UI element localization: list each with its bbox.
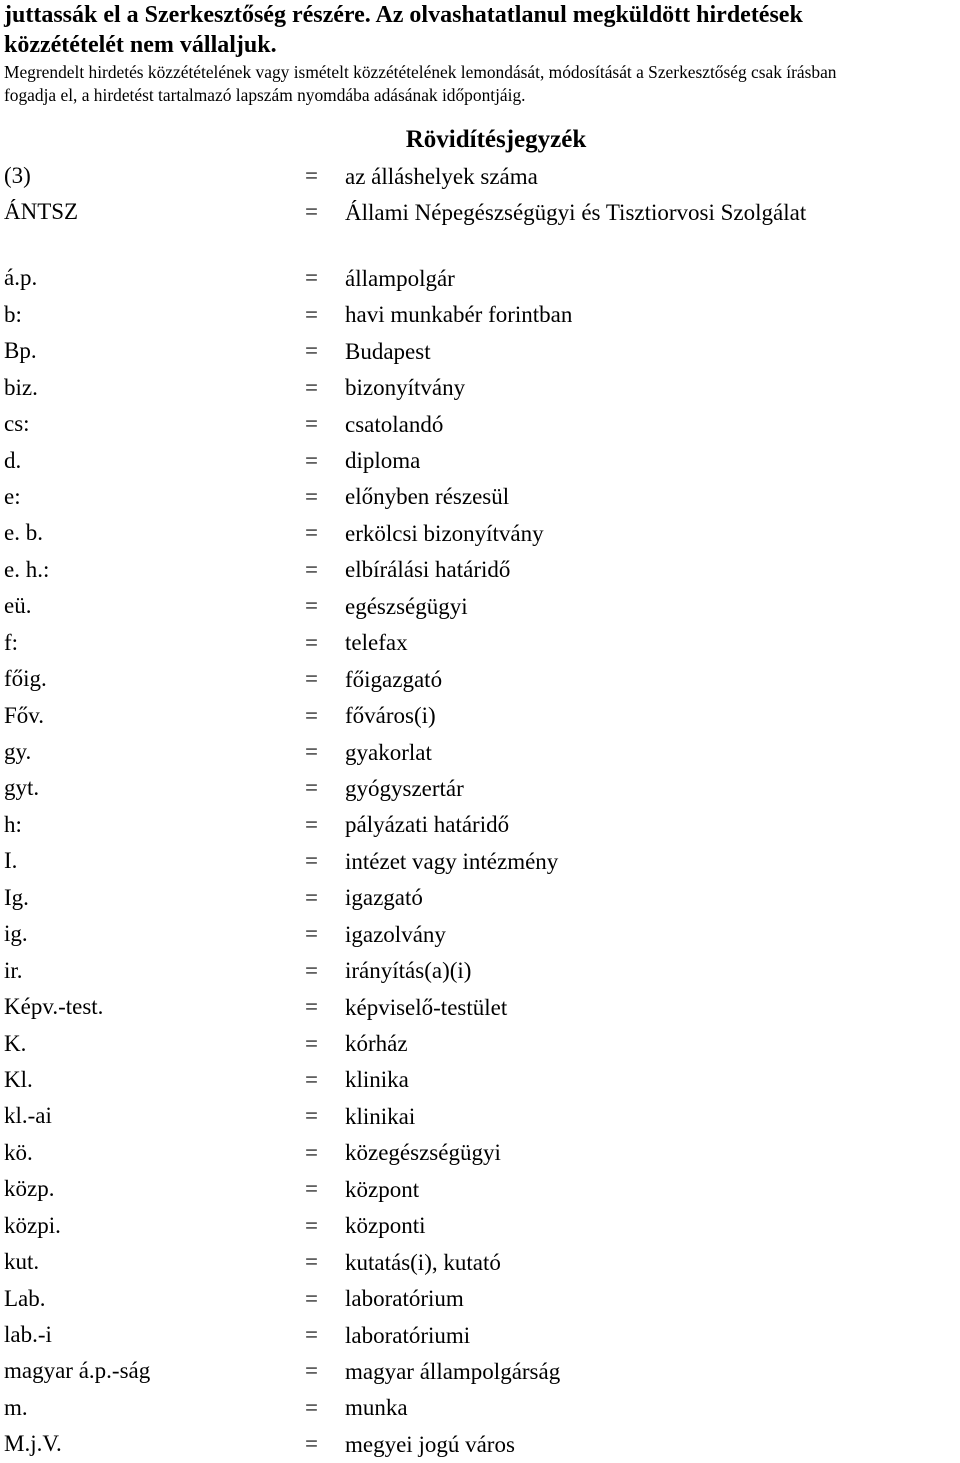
equals-sign: =: [305, 775, 318, 801]
equals-sign: =: [305, 447, 318, 473]
abbreviation-row: [0, 297, 960, 333]
abbreviation-term: I.: [4, 848, 18, 874]
abbreviation-meaning: főigazgató: [345, 666, 443, 692]
intro-bold-line: közzétételét nem vállaljuk.: [4, 32, 277, 58]
equals-sign: =: [305, 411, 318, 437]
abbreviation-row: [0, 260, 960, 296]
abbreviation-row: [0, 1317, 960, 1353]
abbreviation-term: e:: [4, 483, 21, 509]
equals-sign: =: [305, 520, 318, 546]
abbreviation-term: Bp.: [4, 338, 37, 364]
equals-sign: =: [305, 884, 318, 910]
equals-sign: =: [305, 994, 318, 1020]
abbreviation-row: [0, 1026, 960, 1062]
abbreviation-meaning: telefax: [345, 630, 408, 656]
abbreviation-row: [0, 880, 960, 916]
intro-small-line: Megrendelt hirdetés közzétételének vagy ismételt közzétételének lemondását, módosítását a Szerkesztőség csak írásban: [4, 62, 837, 82]
abbreviation-meaning: irányítás(a)(i): [345, 958, 472, 984]
abbreviation-meaning: munka: [345, 1395, 408, 1421]
abbreviation-row: [0, 698, 960, 734]
abbreviation-term: á.p.: [4, 265, 38, 291]
abbreviation-row: [0, 1426, 960, 1462]
abbreviation-term: kut.: [4, 1249, 40, 1275]
equals-sign: =: [305, 957, 318, 983]
abbreviation-term: ig.: [4, 921, 28, 947]
abbreviation-list: [0, 158, 960, 1463]
abbreviation-meaning: előnyben részesül: [345, 484, 510, 510]
abbreviation-meaning: magyar állampolgárság: [345, 1358, 561, 1384]
abbreviation-row: [0, 953, 960, 989]
equals-sign: =: [305, 666, 318, 692]
abbreviation-row: [0, 479, 960, 515]
abbreviation-meaning: állampolgár: [345, 265, 455, 291]
abbreviation-term: Ig.: [4, 884, 29, 910]
equals-sign: =: [305, 848, 318, 874]
abbreviation-row: [0, 661, 960, 697]
abbreviation-term: gyt.: [4, 775, 40, 801]
equals-sign: =: [305, 1358, 318, 1384]
abbreviation-term: Kl.: [4, 1066, 33, 1092]
abbreviation-meaning: diploma: [345, 448, 421, 474]
abbreviation-meaning: igazgató: [345, 885, 423, 911]
abbreviation-row: [0, 443, 960, 479]
equals-sign: =: [305, 811, 318, 837]
abbreviation-meaning: csatolandó: [345, 411, 444, 437]
equals-sign: =: [305, 374, 318, 400]
equals-sign: =: [305, 483, 318, 509]
abbreviation-term: ÁNTSZ: [4, 199, 79, 225]
abbreviation-term: m.: [4, 1394, 28, 1420]
abbreviation-term: közp.: [4, 1176, 55, 1202]
abbreviation-term: biz.: [4, 374, 38, 400]
equals-sign: =: [305, 338, 318, 364]
abbreviation-term: ir.: [4, 957, 23, 983]
abbreviation-row: [0, 1135, 960, 1171]
intro-small-line: fogadja el, a hirdetést tartalmazó lapszám nyomdába adásának időpontjáig.: [4, 85, 526, 105]
abbreviation-row: [0, 1353, 960, 1389]
abbreviation-meaning: gyakorlat: [345, 739, 432, 765]
abbreviation-meaning: bizonyítvány: [345, 375, 466, 401]
abbreviation-meaning: képviselő-testület: [345, 994, 508, 1020]
abbreviation-meaning: igazolvány: [345, 921, 446, 947]
equals-sign: =: [305, 1285, 318, 1311]
abbreviation-meaning: megyei jogú város: [345, 1431, 515, 1457]
abbreviation-meaning: egészségügyi: [345, 593, 468, 619]
abbreviation-row: [0, 843, 960, 879]
abbreviation-row: [0, 989, 960, 1025]
abbreviation-row: [0, 807, 960, 843]
abbreviation-row: [0, 588, 960, 624]
abbreviation-term: e. h.:: [4, 556, 50, 582]
abbreviation-row: [0, 625, 960, 661]
equals-sign: =: [305, 301, 318, 327]
equals-sign: =: [305, 702, 318, 728]
abbreviation-meaning: erkölcsi bizonyítvány: [345, 520, 544, 546]
abbreviation-meaning: kutatás(i), kutató: [345, 1249, 501, 1275]
abbreviation-meaning: intézet vagy intézmény: [345, 848, 559, 874]
abbreviation-row: [0, 916, 960, 952]
abbreviation-row: [0, 734, 960, 770]
abbreviation-term: lab.-i: [4, 1322, 52, 1348]
abbreviation-meaning: központ: [345, 1176, 420, 1202]
abbreviation-row: [0, 1390, 960, 1426]
abbreviation-row: [0, 515, 960, 551]
abbreviation-term: gy.: [4, 739, 32, 765]
abbreviation-term: magyar á.p.-ság: [4, 1358, 151, 1384]
equals-sign: =: [305, 556, 318, 582]
abbreviation-term: Főv.: [4, 702, 45, 728]
abbreviation-term: e. b.: [4, 520, 43, 546]
abbreviation-row: [0, 552, 960, 588]
abbreviation-meaning: kórház: [345, 1031, 408, 1057]
abbreviation-meaning: pályázati határidő: [345, 812, 510, 838]
abbreviation-term: cs:: [4, 411, 30, 437]
abbreviation-row: [0, 1208, 960, 1244]
equals-sign: =: [305, 1103, 318, 1129]
equals-sign: =: [305, 1066, 318, 1092]
equals-sign: =: [305, 1249, 318, 1275]
abbreviation-row: [0, 333, 960, 369]
abbreviation-meaning: klinikai: [345, 1103, 416, 1129]
abbreviation-row: [0, 1244, 960, 1280]
abbreviation-term: eü.: [4, 593, 32, 619]
abbreviation-meaning: főváros(i): [345, 703, 436, 729]
intro-notice-small: [4, 61, 960, 107]
abbreviation-meaning: laboratórium: [345, 1286, 464, 1312]
abbreviation-row: [0, 1062, 960, 1098]
abbreviation-meaning: havi munkabér forintban: [345, 302, 573, 328]
abbreviation-row: [0, 194, 960, 260]
abbreviation-term: Képv.-test.: [4, 994, 104, 1020]
abbreviation-meaning: laboratóriumi: [345, 1322, 471, 1348]
abbreviation-term: (3): [4, 163, 31, 188]
equals-sign: =: [305, 1030, 318, 1056]
equals-sign: =: [305, 199, 318, 225]
abbreviation-term: közpi.: [4, 1212, 61, 1238]
equals-sign: =: [305, 921, 318, 947]
equals-sign: =: [305, 629, 318, 655]
equals-sign: =: [305, 265, 318, 291]
abbreviation-row: [0, 1281, 960, 1317]
abbreviation-row: [0, 158, 960, 194]
equals-sign: =: [305, 163, 318, 188]
equals-sign: =: [305, 739, 318, 765]
abbreviation-row: [0, 1098, 960, 1134]
page-title: Rövidítésjegyzék: [405, 126, 587, 153]
abbreviation-row: [0, 1171, 960, 1207]
abbreviation-term: h:: [4, 811, 22, 837]
intro-bold-line: juttassák el a Szerkesztőség részére. Az olvashatatlanul megküldött hirdetések: [4, 2, 803, 28]
abbreviation-term: kö.: [4, 1139, 33, 1165]
abbreviation-row: [0, 770, 960, 806]
abbreviation-term: főig.: [4, 666, 47, 692]
abbreviation-meaning: az álláshelyek száma: [345, 163, 538, 189]
abbreviation-meaning: központi: [345, 1213, 426, 1239]
equals-sign: =: [305, 1176, 318, 1202]
equals-sign: =: [305, 1322, 318, 1348]
abbreviation-term: M.j.V.: [4, 1431, 62, 1457]
abbreviation-term: f:: [4, 629, 19, 655]
equals-sign: =: [305, 1212, 318, 1238]
abbreviation-term: b:: [4, 301, 22, 327]
abbreviation-term: kl.-ai: [4, 1103, 52, 1129]
equals-sign: =: [305, 593, 318, 619]
abbreviation-meaning: klinika: [345, 1067, 409, 1093]
abbreviation-term: K.: [4, 1030, 27, 1056]
abbreviation-row: [0, 370, 960, 406]
equals-sign: =: [305, 1431, 318, 1457]
abbreviation-meaning: közegészségügyi: [345, 1140, 501, 1166]
abbreviation-meaning: Budapest: [345, 338, 431, 364]
abbreviation-meaning: elbírálási határidő: [345, 557, 511, 583]
abbreviation-term: Lab.: [4, 1285, 46, 1311]
abbreviation-term: d.: [4, 447, 22, 473]
abbreviation-meaning: gyógyszertár: [345, 775, 464, 801]
intro-notice-bold: [4, 0, 960, 60]
equals-sign: =: [305, 1139, 318, 1165]
abbreviation-meaning: Állami Népegészségügyi és Tisztiorvosi Szolgálat: [345, 199, 807, 225]
equals-sign: =: [305, 1394, 318, 1420]
abbreviation-row: [0, 406, 960, 442]
